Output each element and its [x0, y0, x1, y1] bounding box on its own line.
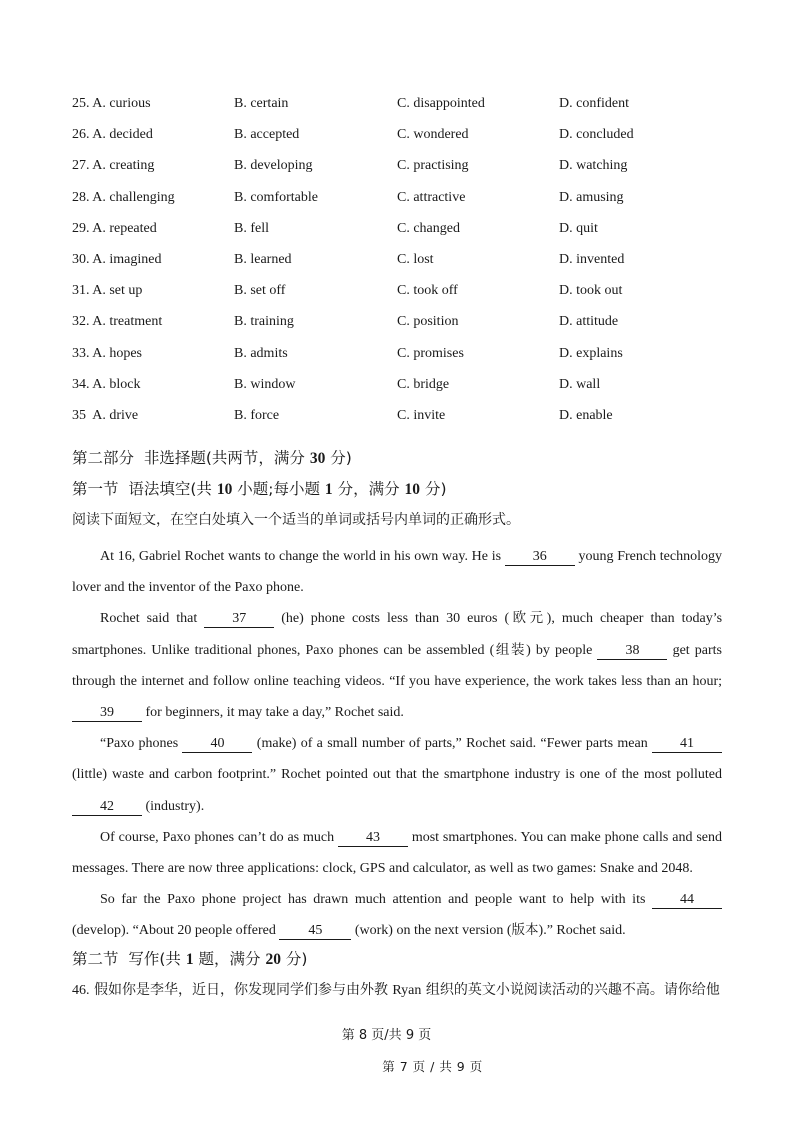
passage-text: So far the Paxo phone project has drawn much attention and people want to help with its [100, 892, 652, 908]
option-a-text: A. decided [92, 127, 153, 143]
question-number: 46. [72, 983, 90, 998]
total-points: 20 [265, 951, 281, 968]
question-number: 26. [72, 127, 90, 143]
option-d: D. wall [559, 376, 601, 392]
option-d: D. concluded [559, 127, 634, 143]
chinese-gloss: 组装 [494, 641, 527, 658]
option-a-text: A. block [92, 376, 141, 392]
blank-36[interactable]: 36 [505, 549, 575, 566]
passage-text: At 16, Gabriel Rochet wants to change the world in his own way. He is [100, 549, 505, 564]
total-points: 10 [404, 481, 421, 498]
paragraph-3 [72, 728, 722, 822]
writing-task-46 [72, 980, 720, 1001]
passage-text: for beginners, it may take a day,” Rochet said. [142, 705, 404, 721]
blank-41[interactable]: 41 [652, 736, 722, 753]
option-d: D. invented [559, 251, 625, 267]
option-row-35 [72, 406, 732, 437]
option-row-30 [72, 250, 732, 281]
multiple-choice-options [72, 94, 732, 437]
option-c: C. changed [397, 220, 460, 236]
option-d: D. took out [559, 283, 623, 299]
option-row-33 [72, 344, 732, 375]
heading-text: 分) [325, 449, 352, 467]
question-number: 28. [72, 189, 90, 205]
question-number: 30. [72, 251, 90, 267]
blank-45[interactable]: 45 [279, 923, 351, 940]
option-c: C. bridge [397, 376, 450, 392]
cloze-passage [72, 541, 722, 947]
option-b: B. admits [234, 345, 288, 361]
option-d: D. amusing [559, 189, 624, 205]
passage-text: (make) of a small number of parts,” Rochet said. “Fewer parts mean [252, 736, 652, 752]
passage-text: Rochet said that [100, 611, 205, 627]
option-row-29 [72, 219, 732, 250]
option-b: B. window [234, 376, 296, 392]
option-a-text: A. drive [89, 407, 139, 423]
question-number: 35 [72, 407, 86, 423]
heading-text: 第一节 语法填空(共 [72, 480, 217, 498]
option-b: B. fell [234, 220, 269, 236]
heading-text: 小题;每小题 [232, 480, 325, 498]
paragraph-1 [72, 541, 722, 603]
option-c: C. lost [397, 251, 434, 267]
paragraph-5 [72, 884, 722, 946]
option-c: C. took off [397, 283, 458, 299]
option-row-27 [72, 156, 732, 187]
option-a-text: A. repeated [92, 220, 157, 236]
option-a-text: A. creating [92, 158, 155, 174]
option-b: B. set off [234, 283, 286, 299]
section-two-heading [72, 948, 307, 971]
section-one-heading [72, 478, 447, 501]
passage-text: get parts through the internet and follow online teaching videos. “If you have experience, the work takes less than an hour; [72, 642, 723, 689]
chinese-gloss: 版本 [511, 922, 539, 939]
option-a [72, 94, 151, 114]
question-number: 32. [72, 314, 90, 330]
option-b: B. comfortable [234, 189, 318, 205]
part-two-heading [72, 447, 352, 470]
paragraph-2 [72, 603, 722, 728]
option-a-text: A. challenging [92, 189, 175, 205]
option-a [72, 125, 153, 145]
option-b: B. training [234, 314, 294, 330]
question-number: 33. [72, 345, 90, 361]
option-a [72, 406, 138, 426]
heading-text: 题，满分 [193, 950, 266, 968]
option-d: D. enable [559, 407, 613, 423]
option-a-text: A. treatment [92, 314, 163, 330]
option-b: B. developing [234, 158, 313, 174]
blank-37[interactable]: 37 [204, 611, 274, 628]
option-row-25 [72, 94, 732, 125]
question-number: 27. [72, 158, 90, 174]
paragraph-4 [72, 822, 722, 884]
option-b: B. accepted [234, 127, 300, 143]
option-b: B. force [234, 407, 280, 423]
question-number: 34. [72, 376, 90, 392]
passage-text: (industry). [142, 798, 205, 814]
passage-text: ) by people [526, 642, 598, 658]
option-row-32 [72, 312, 732, 343]
question-number: 31. [72, 283, 90, 299]
option-c: C. invite [397, 407, 446, 423]
option-row-26 [72, 125, 732, 156]
option-row-34 [72, 375, 732, 406]
passage-text: most smartphones. You can make phone calls and send messages. There are now three applications: clock, GPS and calculator, as well as two games: Snake and 2048. [72, 829, 722, 877]
chinese-gloss: 欧元 [509, 610, 547, 627]
option-a-text: A. curious [92, 96, 151, 111]
question-count: 1 [185, 951, 194, 968]
question-number: 29. [72, 220, 90, 236]
inner-page-number: 第 8 页/共 9 页 [341, 1028, 432, 1043]
passage-text: (he) phone costs less than 30 euros ( [274, 611, 510, 627]
option-b: B. learned [234, 251, 292, 267]
passage-text: (develop). “About 20 people offered [72, 923, 280, 939]
option-c: C. practising [397, 158, 469, 174]
outer-page-number: 第 7 页 / 共 9 页 [382, 1059, 483, 1074]
blank-42[interactable]: 42 [72, 799, 142, 816]
option-a-text: A. hopes [92, 345, 143, 361]
blank-43[interactable]: 43 [338, 830, 408, 847]
blank-38[interactable]: 38 [597, 643, 667, 660]
option-c: C. position [397, 314, 459, 330]
question-count: 10 [216, 481, 233, 498]
option-c: C. wondered [397, 127, 469, 143]
section-one-instruction: 阅读下面短文，在空白处填入一个适当的单词或括号内单词的正确形式。 [72, 512, 520, 528]
passage-text: ), much cheaper than today’s smartphones. Unlike traditional phones, Paxo phones can be assembled ( [72, 611, 723, 658]
option-row-28 [72, 188, 732, 219]
heading-text: 第二部分 非选择题(共两节，满分 [72, 449, 310, 467]
option-d: D. watching [559, 158, 628, 174]
question-number: 25. [72, 96, 90, 111]
passage-text: (little) waste and carbon footprint.” Rochet pointed out that the smartphone industry is one of the most polluted [72, 767, 722, 783]
blank-40[interactable]: 40 [182, 736, 252, 753]
option-a [72, 250, 161, 270]
option-a [72, 312, 162, 332]
option-a-text: A. imagined [92, 251, 162, 267]
option-a [72, 375, 140, 395]
heading-text: 分，满分 [332, 480, 405, 498]
blank-44[interactable]: 44 [652, 892, 722, 909]
option-a [72, 188, 175, 208]
heading-text: 第二节 写作(共 [72, 950, 186, 968]
option-c: C. disappointed [397, 96, 485, 111]
option-d: D. explains [559, 345, 623, 361]
heading-text: 分) [420, 480, 447, 498]
option-d: D. quit [559, 220, 598, 236]
option-a [72, 219, 157, 239]
option-b: B. certain [234, 96, 289, 111]
heading-score: 30 [309, 450, 326, 467]
option-c: C. attractive [397, 189, 466, 205]
option-d: D. confident [559, 96, 629, 111]
passage-text: Of course, Paxo phones can’t do as much [100, 829, 338, 845]
heading-text: 分) [280, 950, 308, 968]
option-row-31 [72, 281, 732, 312]
points-each: 1 [324, 481, 333, 498]
option-a-text: A. set up [92, 283, 143, 299]
passage-text: ).” Rochet said. [538, 923, 626, 939]
blank-39[interactable]: 39 [72, 705, 142, 722]
option-c: C. promises [397, 345, 464, 361]
task-text: 假如你是李华，近日，你发现同学们参与由外教 [89, 982, 393, 998]
passage-text: young French technology lover and the inventor of the Paxo phone. [72, 549, 722, 596]
passage-text: (work) on the next version ( [351, 923, 512, 939]
option-a [72, 344, 142, 364]
passage-text: “Paxo phones [100, 736, 183, 752]
task-text: 组织的英文小说阅读活动的兴趣不高。请你给他 [421, 982, 720, 998]
option-d: D. attitude [559, 314, 619, 330]
option-a [72, 156, 154, 176]
teacher-name: Ryan [392, 983, 422, 998]
option-a [72, 281, 142, 301]
